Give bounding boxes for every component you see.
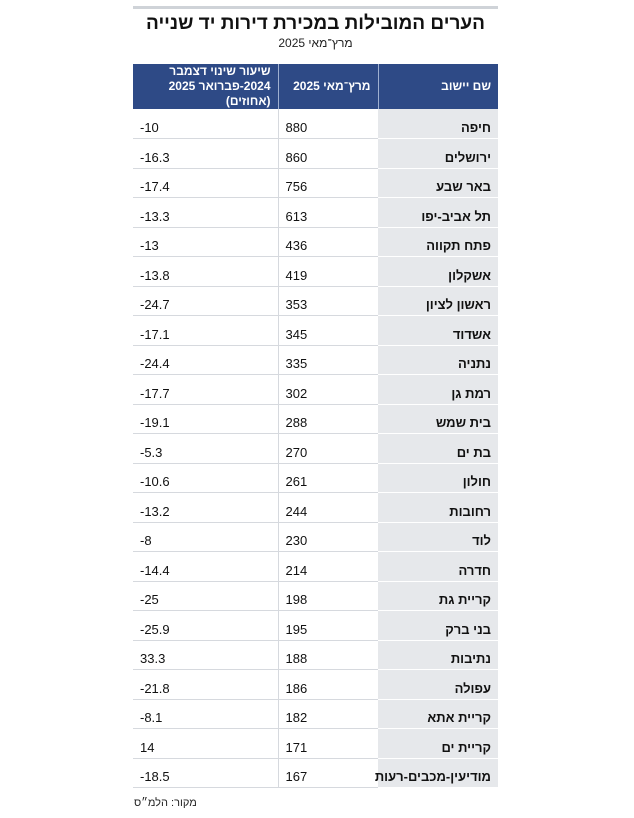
- city-name-cell: קריית גת: [378, 581, 498, 611]
- change-rate-cell: [133, 434, 278, 464]
- city-name-cell: נתיבות: [378, 640, 498, 670]
- data-table: [133, 64, 498, 788]
- change-rate-cell: [133, 316, 278, 346]
- change-rate-value: -21.8: [140, 680, 170, 696]
- sales-count-cell: [278, 257, 378, 287]
- change-rate-value: -24.7: [140, 297, 170, 312]
- change-rate-cell: [133, 198, 278, 228]
- header-row: [133, 64, 498, 109]
- table-row: [133, 139, 498, 169]
- city-name-cell: לוד: [378, 522, 498, 552]
- city-name-cell: עפולה: [378, 670, 498, 700]
- sales-count-cell: [278, 729, 378, 759]
- sales-count-value: 353: [285, 297, 308, 312]
- table-row: [133, 758, 498, 788]
- sales-count-cell: [278, 198, 378, 228]
- table-row: [133, 522, 498, 552]
- sales-count-cell: [278, 640, 378, 670]
- change-rate-cell: [133, 139, 278, 169]
- sales-count-cell: [278, 434, 378, 464]
- change-rate-value: -17.4: [140, 179, 170, 194]
- change-rate-value: -16.3: [140, 149, 170, 165]
- table-row: [133, 257, 498, 287]
- city-name-cell: רמת גן: [378, 375, 498, 405]
- change-rate-cell: [133, 493, 278, 523]
- sales-count-value: 188: [285, 651, 308, 666]
- change-rate-value: -17.1: [140, 326, 170, 342]
- change-rate-value: -25: [140, 592, 159, 607]
- change-rate-cell: [133, 552, 278, 582]
- sales-count-value: 167: [285, 769, 308, 784]
- city-name-cell: מודיעין-מכבים-רעות: [378, 758, 498, 788]
- sales-count-cell: [278, 463, 378, 493]
- page-title: הערים המובילות במכירת דירות יד שנייה: [145, 13, 485, 34]
- city-name-cell: ראשון לציון: [378, 286, 498, 316]
- city-name-cell: נתניה: [378, 345, 498, 375]
- change-rate-cell: [133, 611, 278, 641]
- table-row: [133, 375, 498, 405]
- page-subtitle: מרץ־מאי 2025: [278, 36, 353, 50]
- city-name-cell: חדרה: [378, 552, 498, 582]
- change-rate-value: -5.3: [140, 444, 163, 460]
- change-rate-value: -8: [140, 533, 152, 548]
- sales-count-cell: [278, 581, 378, 611]
- sales-count-value: 302: [285, 385, 308, 401]
- table-row: [133, 640, 498, 670]
- column-header-city: שם יישוב: [378, 64, 498, 109]
- sales-count-value: 171: [285, 739, 308, 755]
- sales-count-value: 182: [285, 710, 308, 725]
- source-note: מקור: הלמ״ס: [134, 797, 197, 809]
- sales-count-value: 345: [285, 326, 308, 342]
- sales-count-cell: [278, 168, 378, 198]
- change-rate-value: -25.9: [140, 621, 170, 637]
- city-name-cell: באר שבע: [378, 168, 498, 198]
- change-rate-cell: [133, 581, 278, 611]
- sales-count-cell: [278, 404, 378, 434]
- sales-count-cell: [278, 758, 378, 788]
- table-row: [133, 404, 498, 434]
- city-name-cell: בית שמש: [378, 404, 498, 434]
- city-name-cell: חולון: [378, 463, 498, 493]
- change-rate-cell: [133, 227, 278, 257]
- city-name-cell: פתח תקווה: [378, 227, 498, 257]
- city-name-cell: בת ים: [378, 434, 498, 464]
- sales-count-value: 756: [285, 179, 308, 194]
- sales-count-value: 613: [285, 208, 308, 224]
- change-rate-cell: [133, 345, 278, 375]
- table-row: [133, 168, 498, 198]
- city-name-cell: אשקלון: [378, 257, 498, 287]
- table-row: [133, 581, 498, 611]
- sales-count-cell: [278, 345, 378, 375]
- change-rate-value: -13: [140, 238, 159, 253]
- change-rate-cell: [133, 699, 278, 729]
- change-rate-cell: [133, 670, 278, 700]
- change-rate-cell: [133, 257, 278, 287]
- sales-count-cell: [278, 493, 378, 523]
- change-rate-cell: [133, 640, 278, 670]
- city-name-cell: רחובות: [378, 493, 498, 523]
- sales-count-cell: [278, 699, 378, 729]
- sales-count-cell: [278, 109, 378, 139]
- table-row: [133, 670, 498, 700]
- sales-count-value: 270: [285, 444, 308, 460]
- change-rate-value: -13.3: [140, 208, 170, 224]
- table-body: [133, 109, 498, 788]
- column-header-change: שיעור שינוי דצמבר 2024-פברואר 2025 (אחוזים): [133, 64, 278, 109]
- sales-count-value: 419: [285, 267, 308, 283]
- change-rate-value: -18.5: [140, 769, 170, 784]
- change-rate-cell: [133, 404, 278, 434]
- city-name-cell: ירושלים: [378, 139, 498, 169]
- city-name-cell: חיפה: [378, 109, 498, 139]
- sales-count-cell: [278, 139, 378, 169]
- city-name-cell: קריית ים: [378, 729, 498, 759]
- sales-count-value: 860: [285, 149, 308, 165]
- sales-count-value: 214: [285, 562, 308, 578]
- change-rate-cell: [133, 729, 278, 759]
- table-row: [133, 729, 498, 759]
- sales-count-value: 186: [285, 680, 308, 696]
- sales-count-value: 198: [285, 592, 308, 607]
- change-rate-cell: [133, 758, 278, 788]
- change-rate-cell: [133, 109, 278, 139]
- sales-count-value: 288: [285, 415, 308, 430]
- table-row: [133, 552, 498, 582]
- table-row: [133, 198, 498, 228]
- table-row: [133, 227, 498, 257]
- sales-count-cell: [278, 375, 378, 405]
- table-row: [133, 611, 498, 641]
- change-rate-value: -19.1: [140, 415, 170, 430]
- change-rate-value: -13.2: [140, 503, 170, 519]
- sales-count-value: 436: [285, 238, 308, 253]
- change-rate-value: -10.6: [140, 474, 170, 489]
- sales-count-value: 880: [285, 120, 308, 135]
- table-frame: [133, 6, 498, 784]
- table-row: [133, 463, 498, 493]
- sales-count-value: 195: [285, 621, 308, 637]
- city-name-cell: תל אביב-יפו: [378, 198, 498, 228]
- city-name-cell: בני ברק: [378, 611, 498, 641]
- sales-count-cell: [278, 522, 378, 552]
- change-rate-cell: [133, 463, 278, 493]
- change-rate-value: 33.3: [140, 651, 166, 666]
- change-rate-value: -8.1: [140, 710, 163, 725]
- city-name-cell: קריית אתא: [378, 699, 498, 729]
- title-rule: [133, 6, 498, 9]
- change-rate-cell: [133, 286, 278, 316]
- table-row: [133, 109, 498, 139]
- change-rate-cell: [133, 522, 278, 552]
- change-rate-value: -10: [140, 120, 159, 135]
- change-rate-cell: [133, 375, 278, 405]
- table-row: [133, 434, 498, 464]
- table-row: [133, 493, 498, 523]
- sales-count-cell: [278, 611, 378, 641]
- sales-count-cell: [278, 227, 378, 257]
- change-rate-value: -24.4: [140, 356, 170, 371]
- sales-count-value: 244: [285, 503, 308, 519]
- table-row: [133, 286, 498, 316]
- sales-count-cell: [278, 316, 378, 346]
- table-row: [133, 345, 498, 375]
- sales-count-cell: [278, 670, 378, 700]
- sales-count-cell: [278, 552, 378, 582]
- table-row: [133, 316, 498, 346]
- change-rate-cell: [133, 168, 278, 198]
- sales-count-value: 335: [285, 356, 308, 371]
- column-header-sales: מרץ־מאי 2025: [278, 64, 378, 109]
- sales-count-value: 261: [285, 474, 308, 489]
- change-rate-value: -17.7: [140, 385, 170, 401]
- table-row: [133, 699, 498, 729]
- city-name-cell: אשדוד: [378, 316, 498, 346]
- change-rate-value: -13.8: [140, 267, 170, 283]
- change-rate-value: 14: [140, 739, 155, 755]
- sales-count-cell: [278, 286, 378, 316]
- sales-count-value: 230: [285, 533, 308, 548]
- change-rate-value: -14.4: [140, 562, 170, 578]
